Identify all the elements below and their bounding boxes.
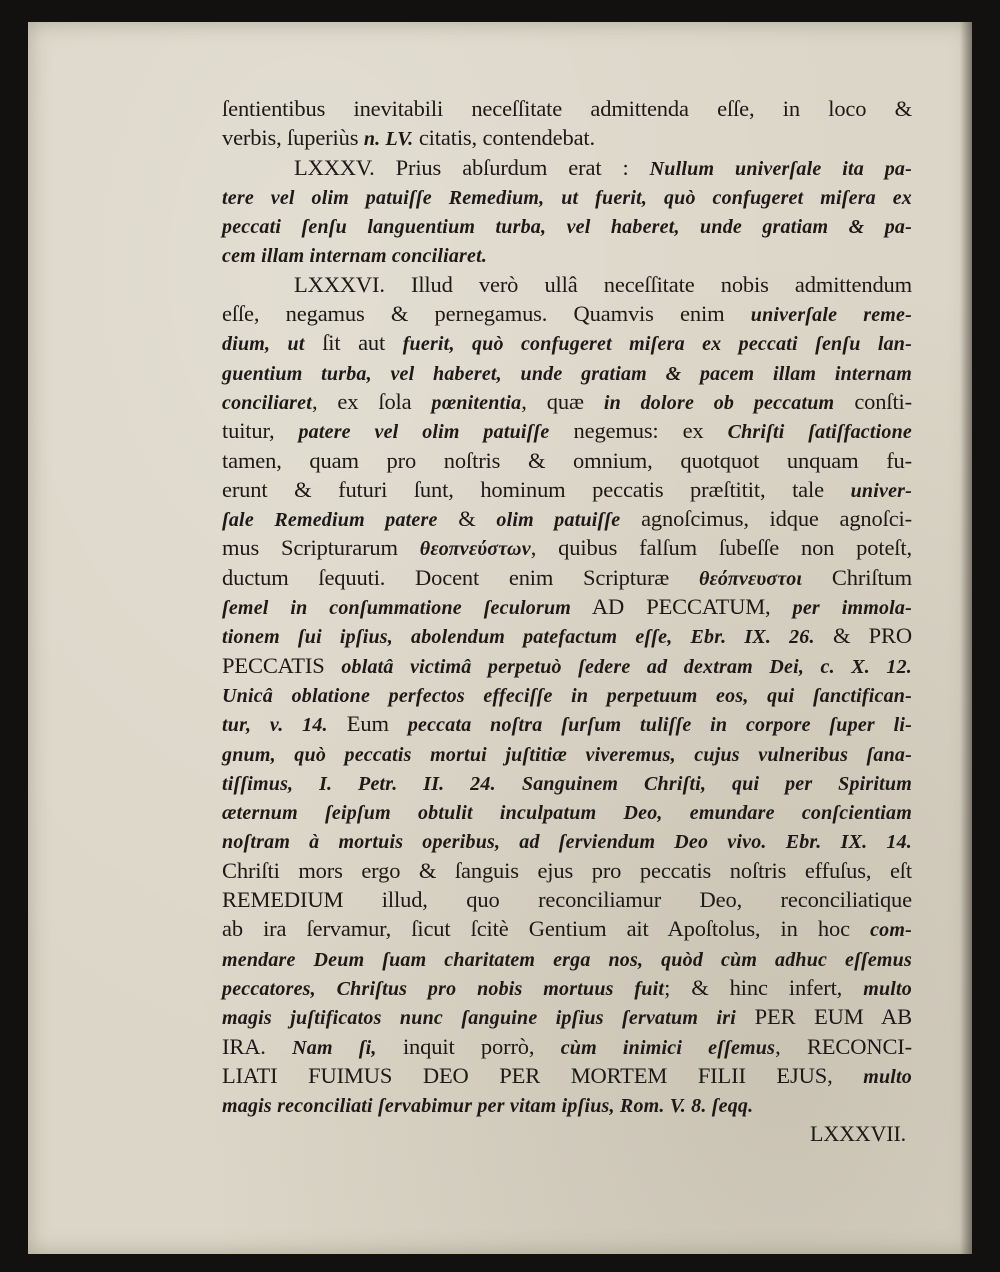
italic-text-segment: multo xyxy=(863,1065,912,1088)
text-segment: & xyxy=(437,506,497,532)
text-line xyxy=(222,504,912,533)
text-line xyxy=(222,973,912,1002)
text-segment: agnoſcimus, idque agnoſci- xyxy=(620,506,912,532)
italic-text-segment: Nam ſi, xyxy=(292,1036,377,1059)
text-segment: ſentientibus inevitabili neceſſitate admittenda eſſe, in loco & xyxy=(222,96,912,121)
italic-text-segment: Unicâ oblatione perfectos effeciſſe in perpetuum eos, qui ſanctifican- xyxy=(222,684,912,707)
italic-text-segment: noſtram à mortuis operibus, ad ſerviendum Deo vivo. Ebr. IX. 14. xyxy=(222,831,912,854)
text-segment: LXXXVI. Illud verò ullâ neceſſitate nobis admittendum xyxy=(294,271,912,297)
italic-text-segment: fuerit, quò confugeret miſera ex peccati ſenſu lan- xyxy=(402,333,912,356)
text-line xyxy=(222,270,912,299)
italic-text-segment: dium, ut xyxy=(222,333,305,356)
italic-text-segment: θεοπνεύστων xyxy=(419,538,531,561)
text-line xyxy=(222,563,912,592)
text-segment: AD PECCATUM, xyxy=(571,594,793,620)
text-segment: eſſe, negamus & pernegamus. Quamvis enim xyxy=(222,301,751,327)
text-segment: ſit aut xyxy=(304,330,403,356)
italic-text-segment: per immola- xyxy=(792,597,912,620)
text-line xyxy=(222,944,912,973)
text-segment: & PRO xyxy=(814,623,912,649)
text-line xyxy=(222,475,912,504)
italic-text-segment: conciliaret xyxy=(222,391,312,414)
text-segment: erunt & futuri ſunt, hominum peccatis præſtitit, tale xyxy=(222,476,851,502)
text-line xyxy=(222,299,912,328)
text-segment: REMEDIUM illud, quo reconciliamur Deo, reconciliatique xyxy=(222,887,912,913)
text-line xyxy=(222,1090,912,1119)
italic-text-segment: tiſſimus, I. Petr. II. 24. xyxy=(222,772,496,795)
italic-text-segment: Nullum univerſale ita pa- xyxy=(649,157,912,180)
text-segment: citatis, contendebat. xyxy=(413,125,596,151)
text-line xyxy=(222,446,912,475)
italic-text-segment: magis reconciliati ſervabimur per vitam ipſius, Rom. V. 8. ſeqq. xyxy=(222,1095,754,1118)
text-segment: Eum xyxy=(327,711,408,737)
text-segment: negemus: ex xyxy=(549,418,728,444)
text-segment: , ex ſola xyxy=(311,388,432,414)
text-segment: , RECONCI- xyxy=(775,1033,912,1059)
text-line xyxy=(222,768,912,797)
italic-text-segment: com- xyxy=(870,919,912,942)
italic-text-segment: æternum ſeipſum obtulit inculpatum Deo, emundare conſcientiam xyxy=(222,802,912,825)
text-line xyxy=(222,739,912,768)
text-segment: inquit porrò, xyxy=(376,1033,561,1059)
italic-text-segment: mendare Deum ſuam charitatem erga nos, quòd cùm adhuc eſſemus xyxy=(222,948,912,971)
italic-text-segment: ſale Remedium patere xyxy=(222,509,438,532)
text-segment: verbis, ſuperiùs xyxy=(222,125,364,151)
text-line xyxy=(222,592,912,621)
text-line xyxy=(222,826,912,855)
page-edge-shadow xyxy=(960,22,972,1254)
italic-text-segment: patere vel olim patuiſſe xyxy=(298,421,550,444)
text-line xyxy=(222,416,912,445)
text-line xyxy=(222,1061,912,1090)
text-line xyxy=(222,680,912,709)
text-line xyxy=(222,621,912,650)
italic-text-segment: peccata noſtra ſurſum tuliſſe in corpore ſuper li- xyxy=(407,714,912,737)
text-line xyxy=(222,328,912,357)
italic-text-segment: cùm inimici eſſemus xyxy=(560,1036,776,1059)
text-line xyxy=(222,182,912,211)
text-line xyxy=(222,123,912,152)
text-segment: ab ira ſervamur, ſicut ſcitè Gentium ait Apoſtolus, in hoc xyxy=(222,916,871,942)
italic-text-segment: oblatâ victimâ perpetuò ſedere ad dextram Dei, c. X. 12. xyxy=(341,655,913,678)
text-line xyxy=(222,387,912,416)
text-line xyxy=(222,211,912,240)
text-segment: tuitur, xyxy=(222,418,299,444)
italic-text-segment: pœnitentia xyxy=(431,391,522,414)
italic-text-segment: ſemel in conſummatione ſeculorum xyxy=(222,597,572,620)
italic-text-segment: tionem ſui ipſius, abolendum patefactum eſſe, Ebr. IX. 26. xyxy=(222,626,815,649)
text-segment: LXXXV. Prius abſurdum erat : xyxy=(294,154,650,180)
italic-text-segment: in dolore ob peccatum xyxy=(603,391,835,414)
text-line xyxy=(222,914,912,943)
italic-text-segment: tere vel olim patuiſſe Remedium, ut fuerit, quò confugeret miſera ex xyxy=(222,186,912,209)
text-line xyxy=(222,885,912,914)
italic-text-segment: univerſale reme- xyxy=(750,304,912,327)
italic-text-segment: Sanguinem Chriſti, qui per Spiritum xyxy=(521,772,912,795)
text-line xyxy=(222,1032,912,1061)
text-line xyxy=(222,856,912,885)
text-line xyxy=(222,533,912,562)
italic-text-segment: gnum, quò peccatis mortui juſtitiæ viveremus, cujus vulneribus ſana- xyxy=(222,743,912,766)
italic-text-segment: univer- xyxy=(850,479,912,502)
italic-text-segment: guentium turba, vel haberet, unde gratiam & pacem illam internam xyxy=(222,362,912,385)
text-segment: ductum ſequuti. Docent enim Scripturæ xyxy=(222,564,699,590)
italic-text-segment: cem illam internam conciliaret. xyxy=(222,245,488,268)
catchword: LXXXVII. xyxy=(810,1121,906,1147)
italic-text-segment: peccatores, Chriſtus pro nobis mortuus fuit xyxy=(222,977,665,1000)
italic-text-segment: olim patuiſſe xyxy=(496,509,621,532)
text-segment: tamen, quam pro noſtris & omnium, quotquot unquam fu- xyxy=(222,447,912,473)
text-line xyxy=(222,240,912,269)
text-line xyxy=(222,797,912,826)
text-line xyxy=(222,709,912,738)
text-segment: conſti- xyxy=(834,388,912,414)
text-line xyxy=(222,153,912,182)
text-line xyxy=(222,651,912,680)
text-line xyxy=(222,1002,912,1031)
italic-text-segment: n. LV. xyxy=(363,128,414,151)
text-segment: mus Scripturarum xyxy=(222,535,420,561)
text-segment: Chriſtum xyxy=(802,564,912,590)
text-segment xyxy=(496,770,522,795)
text-segment: LIATI FUIMUS DEO PER MORTEM FILII EJUS, xyxy=(222,1062,864,1088)
italic-text-segment: θεόπνευστοι xyxy=(698,567,803,590)
text-segment: Chriſti mors ergo & ſanguis ejus pro peccatis noſtris effuſus, eſt xyxy=(222,857,912,883)
text-segment: PECCATIS xyxy=(222,652,342,678)
italic-text-segment: Chriſti ſatiſfactione xyxy=(727,421,912,444)
text-line xyxy=(222,94,912,123)
text-line xyxy=(222,358,912,387)
italic-text-segment: tur, v. 14. xyxy=(222,714,328,737)
italic-text-segment: magis juſtificatos nunc ſanguine ipſius ſervatum iri xyxy=(222,1007,736,1030)
italic-text-segment: multo xyxy=(863,977,912,1000)
text-segment: , quæ xyxy=(521,388,604,414)
text-segment: ; & hinc infert, xyxy=(664,974,864,1000)
text-segment: PER EUM AB xyxy=(735,1004,912,1030)
text-segment: IRA. xyxy=(222,1033,293,1059)
page-text-body xyxy=(222,94,912,1149)
italic-text-segment: peccati ſenſu languentium turba, vel haberet, unde gratiam & pa- xyxy=(222,216,912,239)
text-segment: , quibus falſum ſubeſſe non poteſt, xyxy=(530,535,912,561)
